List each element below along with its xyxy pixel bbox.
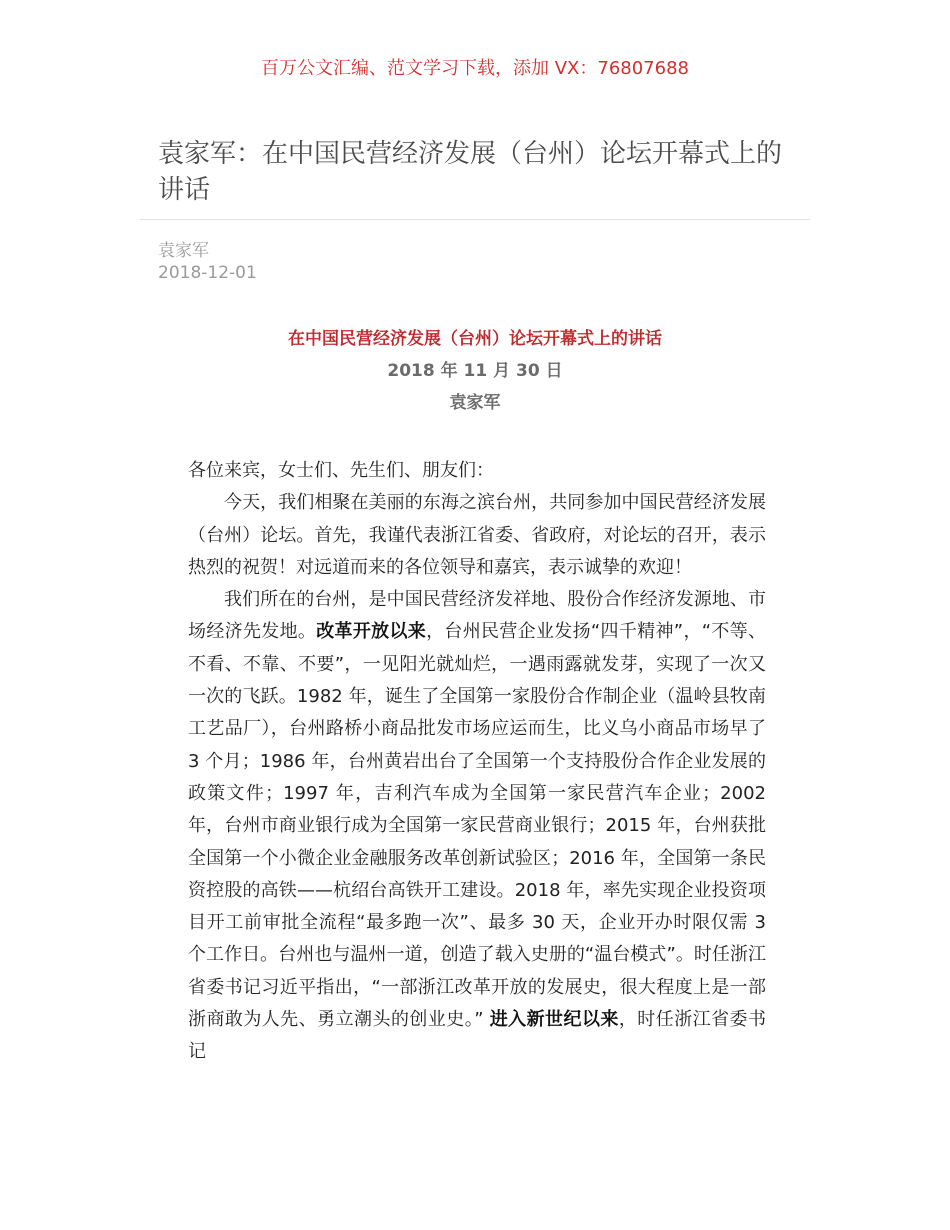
speech-body bbox=[188, 455, 766, 1069]
paragraph-2 bbox=[188, 584, 766, 1068]
article-author: 袁家军 bbox=[158, 241, 209, 261]
document-author: 袁家军 bbox=[449, 393, 501, 413]
article-date: 2018-12-01 bbox=[158, 263, 257, 283]
salutation: 各位来宾，女士们、先生们、朋友们： bbox=[188, 460, 494, 481]
paragraph-2-emphasis-reform: 改革开放以来 bbox=[316, 621, 427, 643]
paragraph-1: 今天，我们相聚在美丽的东海之滨台州，共同参加中国民营经济发展（台州）论坛。首先，我谨代表浙江省委、省政府，对论坛的召开，表示热烈的祝贺！对远道而来的各位领导和嘉宾，表示诚挚的欢迎！ bbox=[188, 492, 766, 578]
title-divider bbox=[140, 219, 810, 220]
paragraph-2-text-e: ，时任浙江省委书记 bbox=[188, 1009, 767, 1063]
article-title: 袁家军：在中国民营经济发展（台州）论坛开幕式上的讲话 bbox=[158, 139, 783, 205]
paragraph-2-emphasis-new-century: 进入新世纪以来 bbox=[489, 1009, 619, 1031]
document-date: 2018 年 11 月 30 日 bbox=[387, 361, 563, 381]
document-heading: 在中国民营经济发展（台州）论坛开幕式上的讲话 bbox=[288, 329, 662, 349]
promo-banner: 百万公文汇编、范文学习下载，添加 VX：76807688 bbox=[261, 58, 689, 79]
paragraph-2-text-a: 我们所在的台州，是中国民营经济发祥地、股份合作经济发源地、市场经济先发地。 bbox=[188, 589, 766, 643]
paragraph-2-text-c: ，台州民营企业发扬“四千精神”，“不等、不看、不靠、不要”，一见阳光就灿烂，一遇雨露就发芽，实现了一次又一次的飞跃。1982 年，诞生了全国第一家股份合作制企业（温岭县牧南工艺品厂），台州路桥小商品批发市场应运而生，比义乌小商品市场早了 3 个月；1986 年，台州黄岩出台了全国第一个支持股份合作企业发展的政策文件；1997 年，吉利汽车成为全国第一家民营汽车企业；2002 年，台州市商业银行成为全国第一家民营商业银行；2015 年，台州获批全国第一个小微企业金融服务改革创新试验区；2016 年，全国第一条民资控股的高铁——杭绍台高铁开工建设。2018 年，率先实现企业投资项目开工前审批全流程“最多跑一次”、最多 30 天，企业开办时限仅需 3 个工作日。台州也与温州一道，创造了载入史册的“温台模式”。时任浙江省委书记习近平指出，“一部浙江改革开放的发展史，很大程度上是一部浙商敢为人先、勇立潮头的创业史。” bbox=[188, 621, 767, 1031]
